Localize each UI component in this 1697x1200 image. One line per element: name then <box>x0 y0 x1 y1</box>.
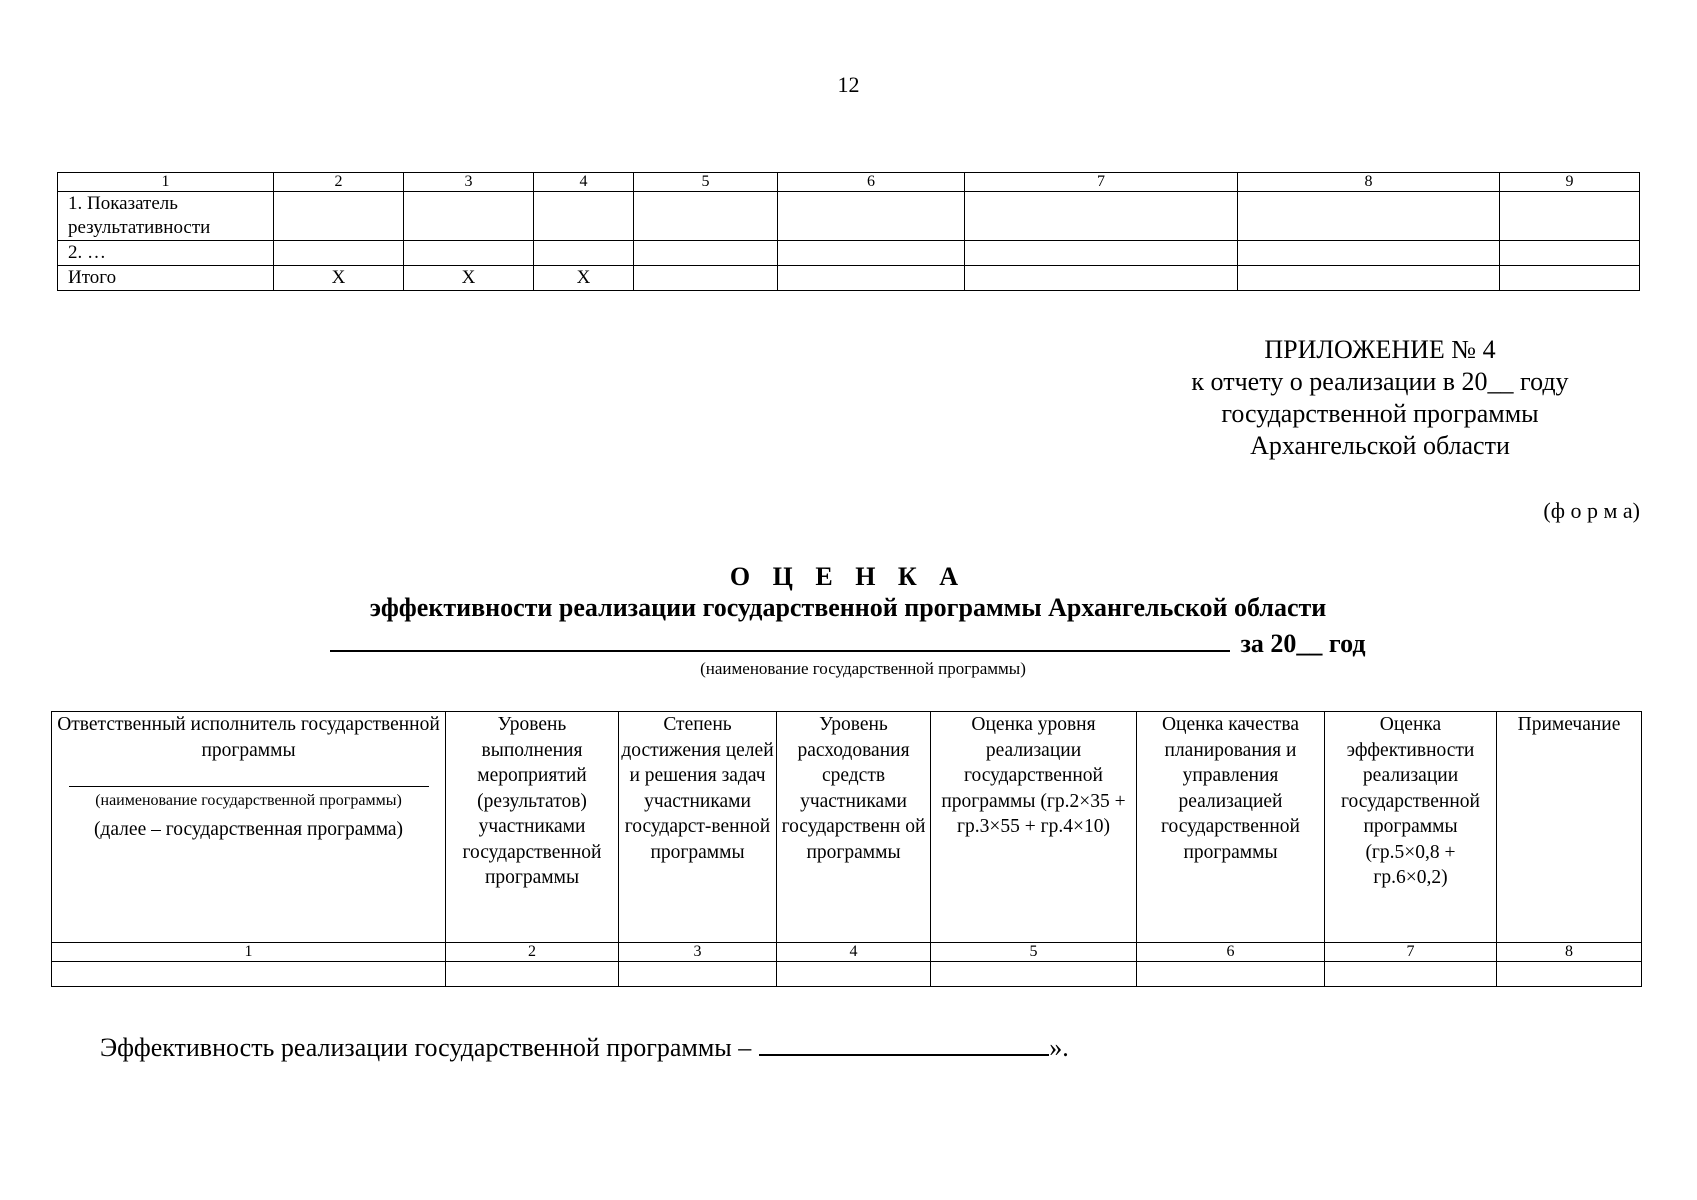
executor-caption: (наименование государственной программы) <box>95 792 402 809</box>
table-cell <box>1500 266 1640 291</box>
table-cell <box>1238 241 1500 266</box>
table-cell <box>965 266 1238 291</box>
table-cell: Х <box>404 266 534 291</box>
executor-blank <box>69 785 429 787</box>
appendix-line: к отчету о реализации в 20__ году <box>1191 367 1569 396</box>
table2-number-row <box>52 943 1642 962</box>
table-cell <box>1238 192 1500 241</box>
table1-col-number: 5 <box>634 173 778 192</box>
table-cell <box>931 962 1137 987</box>
table-cell <box>274 192 404 241</box>
table-cell <box>634 192 778 241</box>
table-row <box>58 192 1640 241</box>
table-row <box>58 241 1640 266</box>
table1-col-number: 3 <box>404 173 534 192</box>
col-header-text: Примечание <box>1517 714 1621 735</box>
efficiency-statement <box>100 1030 1069 1063</box>
col-header-text: Степень достижения целей и решения задач участниками государст-венной программы <box>621 714 774 863</box>
table2-header-row <box>52 712 1642 943</box>
table-cell <box>1500 241 1640 266</box>
table-cell: Х <box>274 266 404 291</box>
evaluation-table <box>51 711 1642 987</box>
table-cell <box>634 241 778 266</box>
col-header <box>1137 712 1325 943</box>
table-cell <box>777 962 931 987</box>
table-cell <box>965 241 1238 266</box>
col-header <box>619 712 777 943</box>
document-title: О Ц Е Н К А <box>729 562 967 591</box>
form-label: (ф о р м а) <box>1543 498 1640 523</box>
table-cell <box>52 962 446 987</box>
table1-col-number: 9 <box>1500 173 1640 192</box>
table1-col-number: 6 <box>778 173 965 192</box>
table2-col-number: 4 <box>777 943 931 962</box>
col-header-text: Оценка уровня реализации государственной программы (гр.2×35 + гр.3×55 + гр.4×10) <box>941 714 1126 837</box>
appendix-title: ПРИЛОЖЕНИЕ № 4 <box>1264 335 1496 364</box>
col-header <box>777 712 931 943</box>
table1-col-number: 4 <box>534 173 634 192</box>
executor-note: (далее – государственная программа) <box>93 819 404 840</box>
table-cell <box>1137 962 1325 987</box>
table2-col-number: 1 <box>52 943 446 962</box>
table-cell <box>778 241 965 266</box>
table-row-total <box>58 266 1640 291</box>
table-cell <box>534 241 634 266</box>
col-header-text: Уровень выполнения мероприятий (результатов) участниками государственной программы <box>462 714 602 888</box>
table2-col-number: 7 <box>1325 943 1497 962</box>
table-cell: Х <box>534 266 634 291</box>
appendix-line: Архангельской области <box>1250 431 1510 460</box>
table-cell <box>446 962 619 987</box>
col-header <box>1497 712 1642 943</box>
table-cell <box>965 192 1238 241</box>
table-cell <box>778 192 965 241</box>
document-subtitle: эффективности реализации государственной программы Архангельской области <box>369 593 1327 622</box>
year-label: за 20__ год <box>1240 629 1366 658</box>
efficiency-label: Эффективность реализации государственной программы – <box>100 1033 752 1062</box>
table2-col-number: 2 <box>446 943 619 962</box>
indicators-table <box>57 172 1640 291</box>
col-header-text: Оценка эффективности реализации государственной программы (гр.5×0,8 + гр.6×0,2) <box>1341 714 1480 888</box>
table1-number-row <box>58 173 1640 192</box>
efficiency-end: ». <box>1049 1033 1069 1062</box>
col-header-executor <box>52 712 446 943</box>
table-cell <box>634 266 778 291</box>
row-label: Итого <box>58 266 274 291</box>
col-header-text: Оценка качества планирования и управления реализацией государственной программы <box>1161 714 1300 863</box>
col-header <box>1325 712 1497 943</box>
col-header <box>446 712 619 943</box>
appendix-line: государственной программы <box>1221 399 1539 428</box>
table2-col-number: 3 <box>619 943 777 962</box>
col-header <box>931 712 1137 943</box>
table-cell <box>404 192 534 241</box>
table1-col-number: 2 <box>274 173 404 192</box>
program-name-blank <box>330 626 1230 652</box>
page-number: 12 <box>837 72 860 97</box>
table1-col-number: 1 <box>58 173 274 192</box>
table-cell <box>534 192 634 241</box>
row-label: 2. … <box>58 241 274 266</box>
col-header-text: Уровень расходования средств участниками государственн ой программы <box>781 714 926 863</box>
executor-title: Ответственный исполнитель государственной программы <box>57 714 440 761</box>
appendix-header <box>1120 334 1640 462</box>
table2-col-number: 8 <box>1497 943 1642 962</box>
table-cell <box>274 241 404 266</box>
efficiency-blank <box>759 1030 1049 1056</box>
table-row <box>52 962 1642 987</box>
table-cell <box>778 266 965 291</box>
program-name-line <box>57 626 1639 659</box>
table1-col-number: 7 <box>965 173 1238 192</box>
table2-col-number: 5 <box>931 943 1137 962</box>
program-name-caption: (наименование государственной программы) <box>700 659 1026 678</box>
table-cell <box>1325 962 1497 987</box>
row-label: 1. Показатель результативности <box>58 192 274 241</box>
table1-col-number: 8 <box>1238 173 1500 192</box>
table-cell <box>1238 266 1500 291</box>
table-cell <box>404 241 534 266</box>
table-cell <box>1500 192 1640 241</box>
table2-col-number: 6 <box>1137 943 1325 962</box>
table-cell <box>619 962 777 987</box>
table-cell <box>1497 962 1642 987</box>
